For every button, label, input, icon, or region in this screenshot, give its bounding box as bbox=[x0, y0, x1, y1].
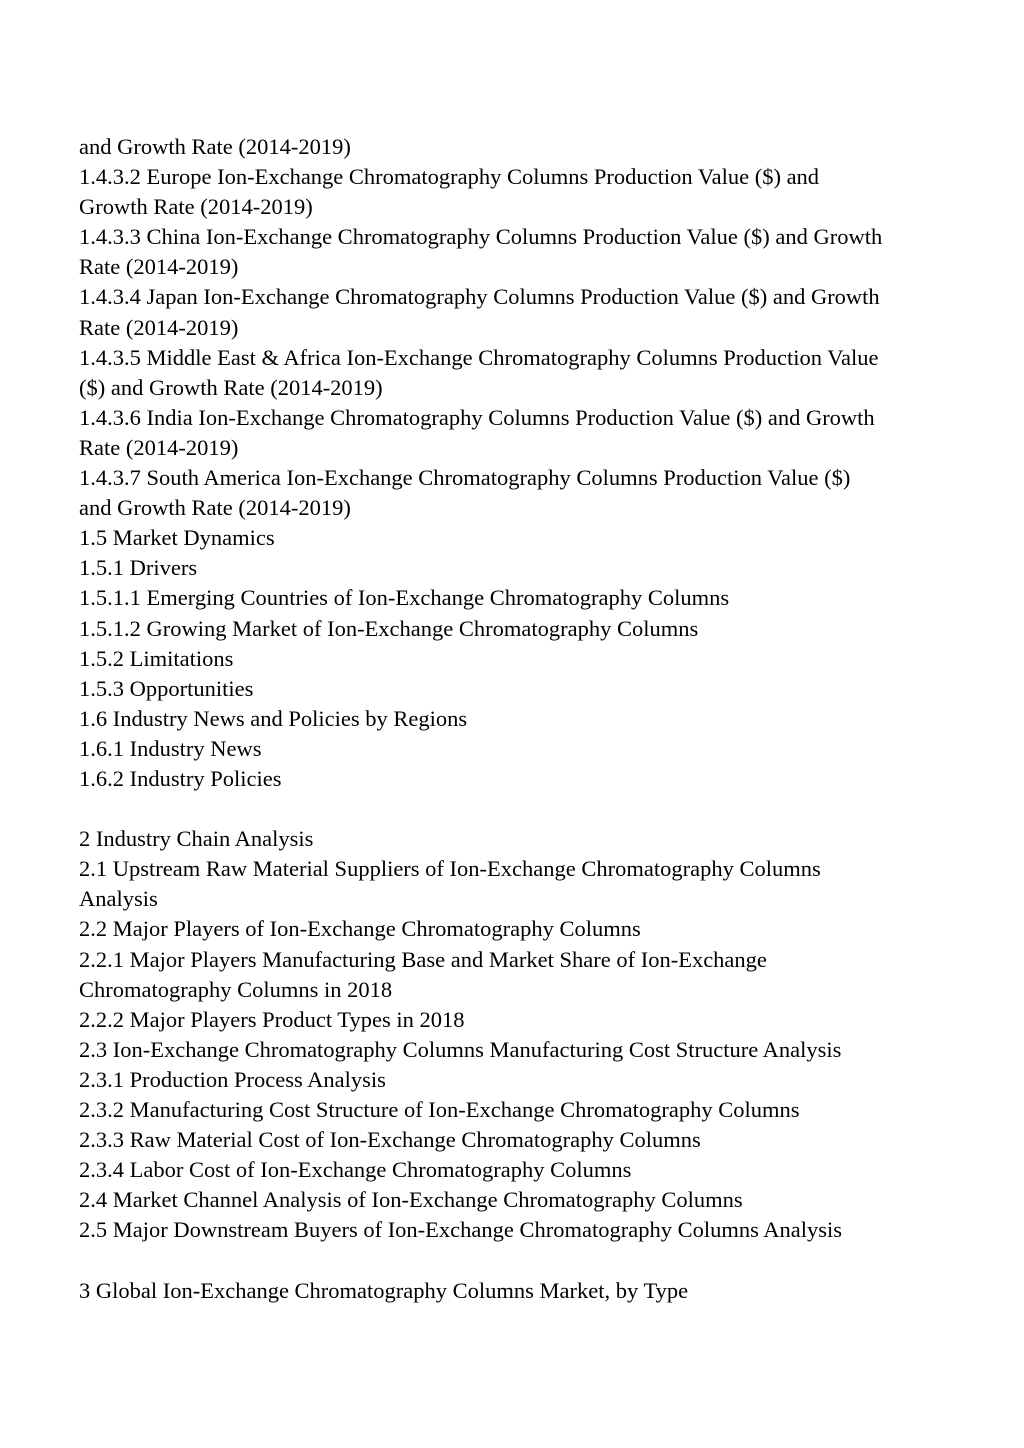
toc-line: Rate (2014-2019) bbox=[79, 254, 239, 280]
toc-line: 1.6.1 Industry News bbox=[79, 735, 262, 761]
toc-line: 2.1 Upstream Raw Material Suppliers of Ion-Exchange Chromatography Columns bbox=[79, 856, 821, 882]
toc-line: 2.5 Major Downstream Buyers of Ion-Exchange Chromatography Columns Analysis bbox=[79, 1217, 843, 1243]
blank-line bbox=[79, 1245, 959, 1275]
toc-line: 1.5.1.1 Emerging Countries of Ion-Exchange Chromatography Columns bbox=[79, 585, 730, 611]
toc-line: 1.6 Industry News and Policies by Regions bbox=[79, 705, 468, 731]
toc-line: 1.4.3.6 India Ion-Exchange Chromatography Columns Production Value ($) and Growth bbox=[79, 404, 875, 430]
toc-line: Analysis bbox=[79, 886, 158, 912]
toc-line: 1.5.1 Drivers bbox=[79, 555, 198, 581]
blank-line bbox=[79, 794, 959, 824]
toc-line: Chromatography Columns in 2018 bbox=[79, 976, 393, 1002]
toc-line: Rate (2014-2019) bbox=[79, 434, 239, 460]
toc-line: 1.5.2 Limitations bbox=[79, 645, 234, 671]
toc-line: 2.3 Ion-Exchange Chromatography Columns Manufacturing Cost Structure Analysis bbox=[79, 1036, 842, 1062]
toc-line: and Growth Rate (2014-2019) bbox=[79, 134, 351, 159]
toc-line: Growth Rate (2014-2019) bbox=[79, 194, 313, 220]
toc-line: 1.4.3.3 China Ion-Exchange Chromatography Columns Production Value ($) and Growth bbox=[79, 224, 883, 250]
toc-line: and Growth Rate (2014-2019) bbox=[79, 495, 351, 521]
toc-line: 1.4.3.4 Japan Ion-Exchange Chromatography Columns Production Value ($) and Growth bbox=[79, 284, 880, 310]
toc-line: 2.4 Market Channel Analysis of Ion-Exchange Chromatography Columns bbox=[79, 1187, 743, 1213]
toc-line: 1.4.3.5 Middle East & Africa Ion-Exchange Chromatography Columns Production Value bbox=[79, 344, 879, 370]
toc-line: ($) and Growth Rate (2014-2019) bbox=[79, 374, 383, 400]
document-page bbox=[79, 132, 959, 1306]
toc-line: 2.3.2 Manufacturing Cost Structure of Ion-Exchange Chromatography Columns bbox=[79, 1097, 800, 1122]
section-heading: 3 Global Ion-Exchange Chromatography Columns Market, by Type bbox=[79, 1277, 689, 1303]
toc-line: 1.4.3.2 Europe Ion-Exchange Chromatography Columns Production Value ($) and bbox=[79, 164, 820, 190]
toc-line: 2.2.2 Major Players Product Types in 2018 bbox=[79, 1006, 465, 1032]
toc-line: 1.5.1.2 Growing Market of Ion-Exchange Chromatography Columns bbox=[79, 615, 699, 641]
toc-line: 2.3.4 Labor Cost of Ion-Exchange Chromatography Columns bbox=[79, 1157, 632, 1183]
toc-line: 1.6.2 Industry Policies bbox=[79, 765, 282, 791]
toc-line: 2.3.3 Raw Material Cost of Ion-Exchange Chromatography Columns bbox=[79, 1127, 701, 1153]
section-heading: 2 Industry Chain Analysis bbox=[79, 826, 314, 852]
toc-line: 2.2 Major Players of Ion-Exchange Chromatography Columns bbox=[79, 916, 641, 942]
toc-line: 2.3.1 Production Process Analysis bbox=[79, 1066, 386, 1092]
toc-line: 1.4.3.7 South America Ion-Exchange Chromatography Columns Production Value ($) bbox=[79, 465, 851, 491]
toc-line: 2.2.1 Major Players Manufacturing Base and Market Share of Ion-Exchange bbox=[79, 946, 767, 972]
toc-line: Rate (2014-2019) bbox=[79, 314, 239, 340]
toc-line: 1.5.3 Opportunities bbox=[79, 675, 254, 701]
toc-line: 1.5 Market Dynamics bbox=[79, 525, 275, 551]
